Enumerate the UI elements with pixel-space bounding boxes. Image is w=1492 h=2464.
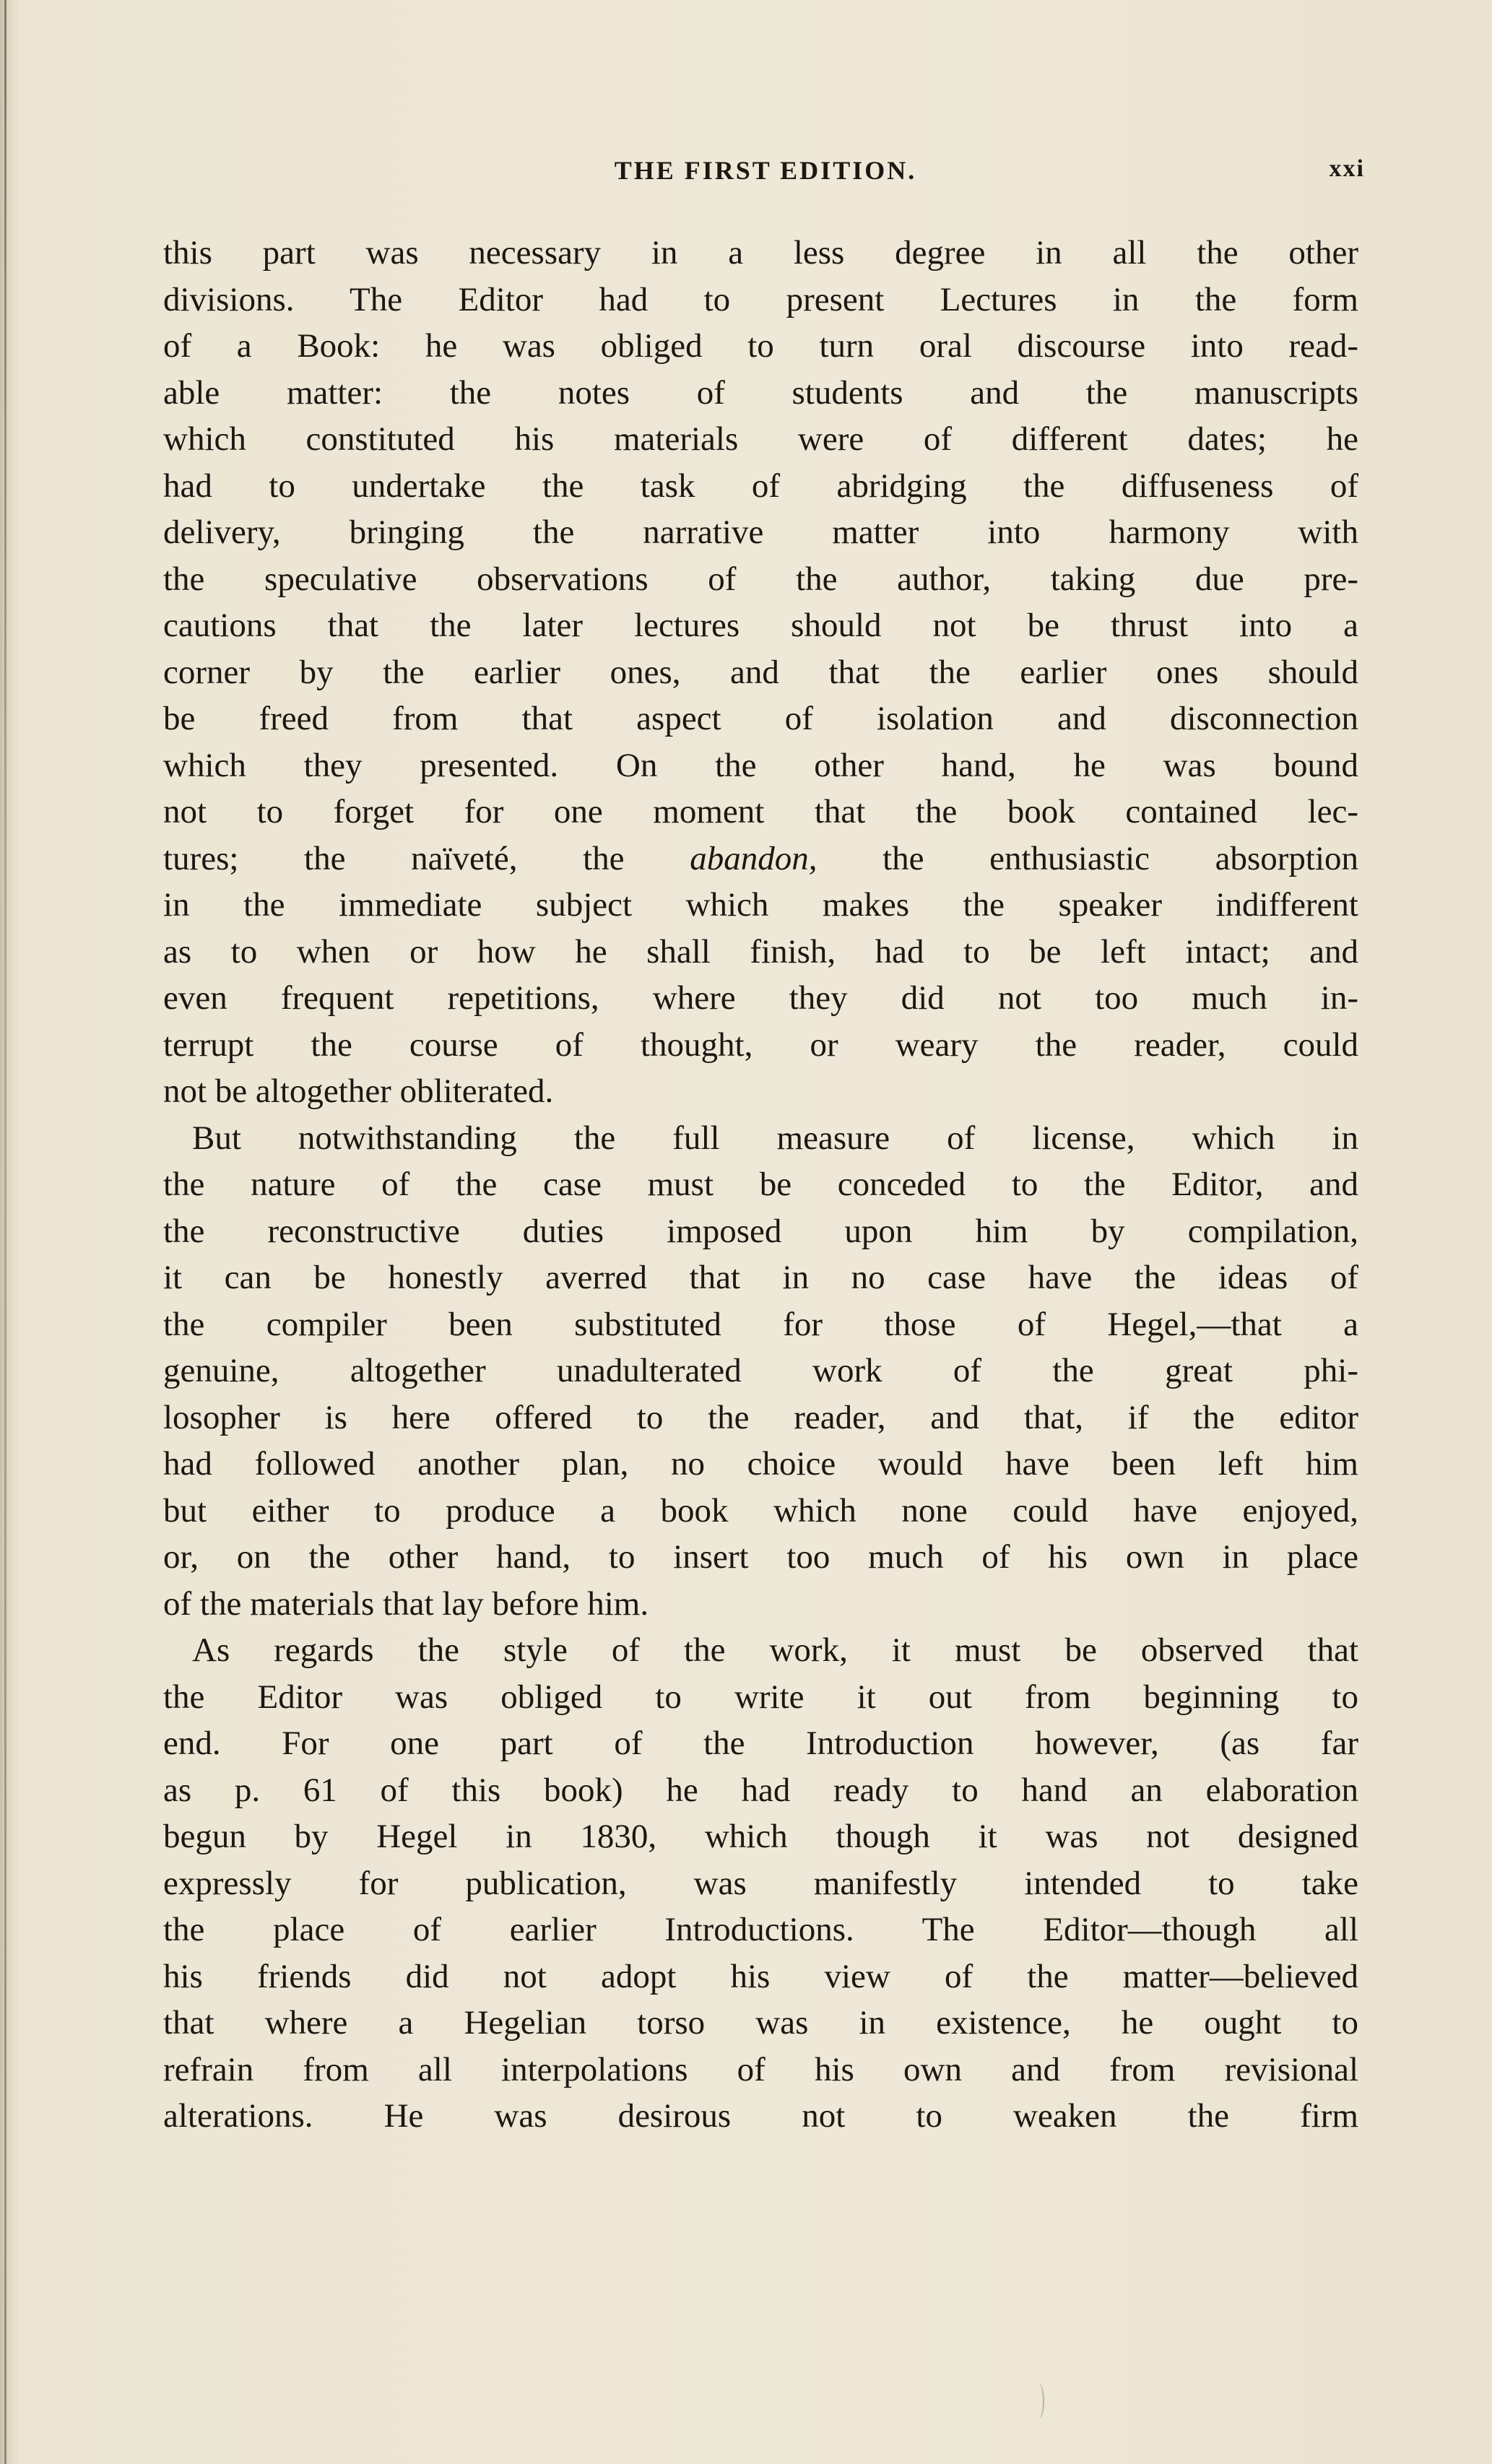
running-title: THE FIRST EDITION. — [614, 156, 917, 185]
text-line: genuine, altogether unadulterated work of the great phi- — [163, 1352, 1358, 1389]
text-line: this part was necessary in a less degree in all the other — [163, 234, 1358, 272]
text-line: refrain from all interpolations of his own and from revisional — [163, 2050, 1358, 2088]
text-line: his friends did not adopt his view of the matter—believed — [163, 1957, 1358, 1995]
text-line: which they presented. On the other hand, he was bound — [163, 746, 1358, 784]
text-fragment: tures; the naïveté, the — [163, 839, 625, 877]
text-fragment: the enthusiastic absorption — [882, 839, 1358, 877]
text-line-paragraph-end: not be altogether obliterated. — [163, 1072, 554, 1110]
text-line: but either to produce a book which none could have enjoyed, — [163, 1491, 1358, 1530]
text-line: begun by Hegel in 1830, which though it was not designed — [163, 1818, 1358, 1855]
text-line: end. For one part of the Introduction however, (as far — [163, 1725, 1358, 1762]
text-line: which constituted his materials were of different dates; he — [163, 420, 1358, 458]
text-line-paragraph-end: of the materials that lay before him. — [163, 1584, 649, 1623]
text-line: terrupt the course of thought, or weary the reader, could — [163, 1025, 1358, 1064]
body-text — [163, 230, 1358, 2140]
text-line: as to when or how he shall finish, had to be left intact; and — [163, 932, 1358, 971]
text-line: it can be honestly averred that in no case have the ideas of — [163, 1259, 1358, 1296]
text-line: that where a Hegelian torso was in existence, he ought to — [163, 2004, 1358, 2042]
text-line: as p. 61 of this book) he had ready to hand an elaboration — [163, 1771, 1358, 1809]
running-head — [166, 155, 1365, 199]
text-line: had followed another plan, no choice would have been left him — [163, 1445, 1358, 1483]
text-line: the nature of the case must be conceded to the Editor, and — [163, 1166, 1358, 1203]
text-line: the reconstructive duties imposed upon him by compilation, — [163, 1212, 1358, 1250]
text-line: alterations. He was desirous not to weaken the firm — [163, 2097, 1358, 2135]
text-line: the compiler been substituted for those of Hegel,—that a — [163, 1305, 1358, 1343]
text-line: or, on the other hand, to insert too much of his own in place — [163, 1538, 1358, 1576]
text-line: even frequent repetitions, where they did not too much in- — [163, 979, 1358, 1017]
text-line: delivery, bringing the narrative matter into harmony with — [163, 513, 1358, 551]
text-line: the speculative observations of the author, taking due pre- — [163, 560, 1358, 598]
text-line: expressly for publication, was manifestly intended to take — [163, 1864, 1358, 1902]
text-line: of a Book: he was obliged to turn oral discourse into read- — [163, 327, 1358, 365]
text-line: the place of earlier Introductions. The Editor—though all — [163, 1911, 1358, 1948]
text-line: divisions. The Editor had to present Lectures in the form — [163, 280, 1358, 318]
page-number: xxi — [1329, 155, 1365, 182]
text-line: in the immediate subject which makes the speaker indifferent — [163, 886, 1358, 924]
paper-blemish — [1033, 2383, 1044, 2419]
text-line: able matter: the notes of students and the manuscripts — [163, 373, 1358, 412]
text-line: had to undertake the task of abridging the diffuseness of — [163, 467, 1358, 505]
text-line-with-italic — [163, 836, 1358, 882]
text-line: corner by the earlier ones, and that the earlier ones should — [163, 653, 1358, 691]
text-line: losopher is here offered to the reader, and that, if the editor — [163, 1398, 1358, 1436]
text-line-paragraph-start: But notwithstanding the full measure of license, which in — [192, 1119, 1358, 1157]
text-line: the Editor was obliged to write it out from beginning to — [163, 1678, 1358, 1716]
italic-word: abandon, — [690, 839, 817, 877]
text-line: be freed from that aspect of isolation and disconnection — [163, 700, 1358, 737]
text-line: cautions that the later lectures should not be thrust into a — [163, 607, 1358, 644]
binding-gutter — [4, 0, 6, 2464]
text-line-paragraph-start: As regards the style of the work, it must be observed that — [192, 1631, 1358, 1669]
text-line: not to forget for one moment that the book contained lec- — [163, 793, 1358, 830]
